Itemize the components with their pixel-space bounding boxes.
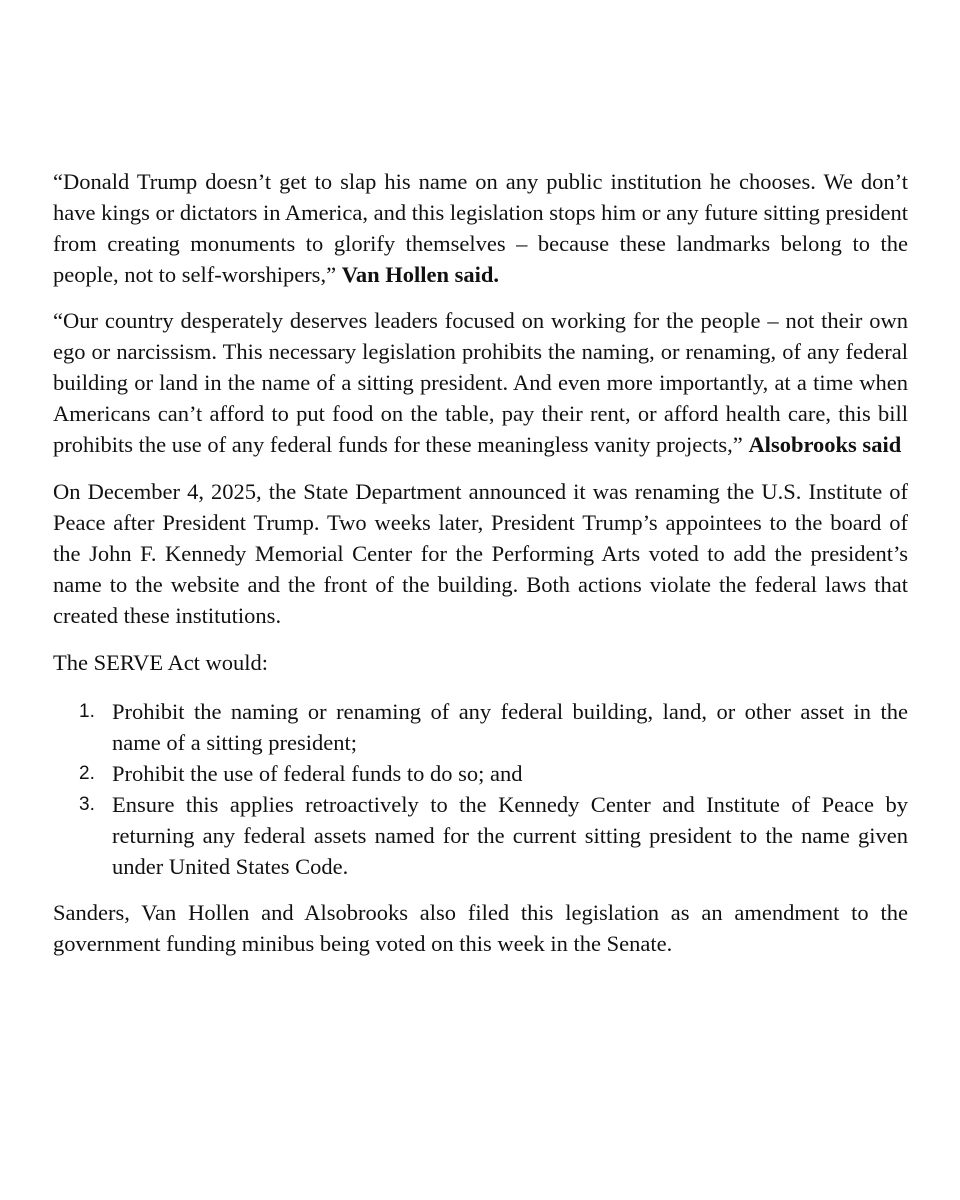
alsobrooks-quote — [53, 305, 908, 460]
list-item — [53, 789, 908, 882]
list-item-number: 3. — [79, 794, 95, 815]
van-hollen-quote — [53, 166, 908, 290]
closing-paragraph: Sanders, Van Hollen and Alsobrooks also filed this legislation as an amendment to the government funding minibus being voted on this week in the Senate. — [53, 900, 908, 956]
alsobrooks-attribution: Alsobrooks said — [748, 432, 902, 457]
list-item-number: 1. — [79, 701, 95, 722]
list-item — [53, 758, 908, 789]
background-paragraph: On December 4, 2025, the State Department announced it was renaming the U.S. Institute of Peace after President Trump. Two weeks later, President Trump’s appointees to the board of the John F. Kennedy Memorial Center for the Performing Arts voted to add the president’s name to the website and the front of the building. Both actions violate the federal laws that created these institutions. — [53, 479, 908, 628]
alsobrooks-quote-text: “Our country desperately deserves leaders focused on working for the people – not their own ego or narcissism. This necessary legislation prohibits the naming, or renaming, of any federal building or land in the name of a sitting president. And even more importantly, at a time when Americans can’t afford to put food on the table, pay their rent, or afford health care, this bill prohibits the use of any federal funds for these meaningless vanity projects,” — [53, 308, 908, 457]
press-release-body — [53, 166, 908, 975]
list-item-number: 2. — [79, 763, 95, 784]
van-hollen-attribution: Van Hollen said. — [341, 262, 500, 287]
list-item-text: Prohibit the naming or renaming of any federal building, land, or other asset in the name of a sitting president; — [112, 699, 908, 755]
list-item-text: Ensure this applies retroactively to the Kennedy Center and Institute of Peace by returning any federal assets named for the current sitting president to the name given under United States Code. — [112, 792, 908, 879]
van-hollen-quote-text: “Donald Trump doesn’t get to slap his name on any public institution he chooses. We don’t have kings or dictators in America, and this legislation stops him or any future sitting president from creating monuments to glorify themselves – because these landmarks belong to the people, not to self-worshipers,” — [53, 169, 908, 287]
list-item — [53, 696, 908, 758]
list-item-text: Prohibit the use of federal funds to do so; and — [112, 761, 523, 786]
serve-act-provisions-list — [53, 696, 908, 882]
serve-act-intro: The SERVE Act would: — [53, 650, 269, 675]
